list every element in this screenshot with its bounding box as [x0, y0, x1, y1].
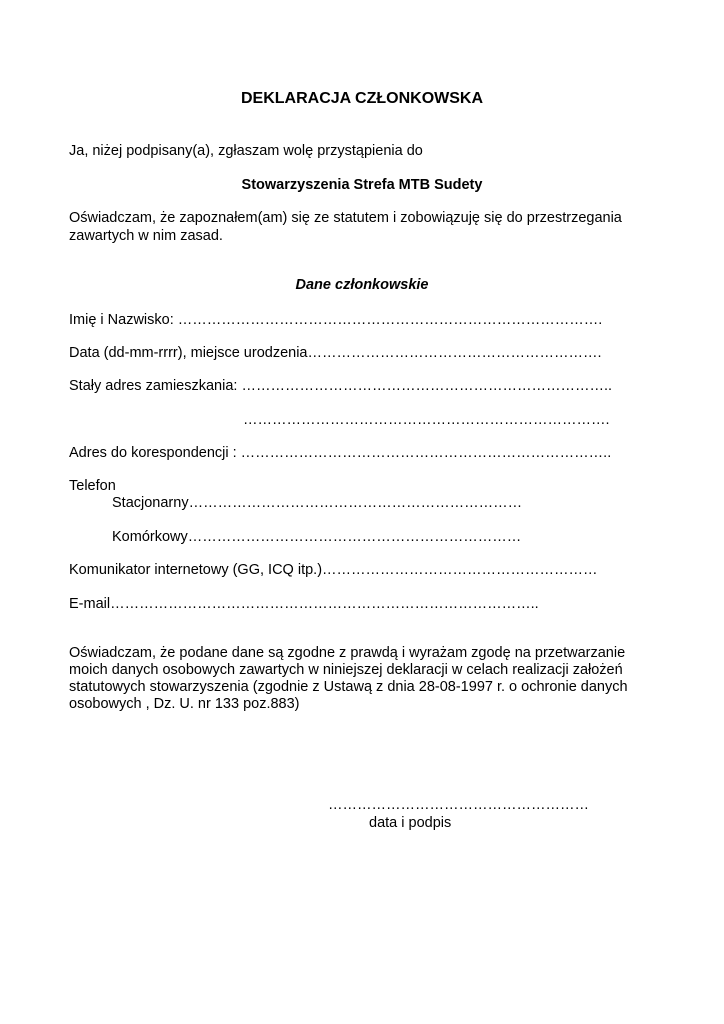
- name-field: Imię i Nazwisko: …………………………………………………………………………….: [69, 312, 603, 328]
- correspondence-address-field: Adres do korespondencji : …………………………………………………………………..: [69, 445, 612, 461]
- consent-line-4: osobowych , Dz. U. nr 133 poz.883): [69, 696, 300, 712]
- messenger-field: Komunikator internetowy (GG, ICQ itp.)…………………………………………………: [69, 562, 598, 578]
- address-continuation-field: ………………………………………………………………….: [243, 412, 610, 428]
- landline-phone-field: Stacjonarny……………………………………………………………: [112, 495, 523, 511]
- birth-field: Data (dd-mm-rrrr), miejsce urodzenia…………………………………………………….: [69, 345, 602, 361]
- statute-statement-line-2: zawartych w nim zasad.: [69, 228, 223, 244]
- signature-label: data i podpis: [369, 815, 452, 831]
- email-field: E-mail……………………………………………………………………………..: [69, 596, 539, 612]
- mobile-phone-field: Komórkowy……………………………………………………………: [112, 529, 522, 545]
- consent-line-1: Oświadczam, że podane dane są zgodne z prawdą i wyrażam zgodę na przetwarzanie: [69, 645, 626, 661]
- signature-line: ………………………………………………: [328, 797, 589, 813]
- consent-line-3: statutowych stowarzyszenia (zgodnie z Ustawą z dnia 28-08-1997 r. o ochronie danych: [69, 679, 628, 695]
- intro-text: Ja, niżej podpisany(a), zgłaszam wolę przystąpienia do: [69, 143, 423, 159]
- phone-label: Telefon: [69, 478, 116, 494]
- association-name: Stowarzyszenia Strefa MTB Sudety: [241, 177, 483, 193]
- consent-line-2: moich danych osobowych zawartych w niniejszej deklaracji w celach realizacji założeń: [69, 662, 623, 678]
- address-field: Stały adres zamieszkania: …………………………………………………………………..: [69, 378, 613, 394]
- statute-statement-line-1: Oświadczam, że zapoznałem(am) się ze statutem i zobowiązuję się do przestrzegania: [69, 210, 622, 226]
- section-heading: Dane członkowskie: [295, 277, 429, 293]
- document-title: DEKLARACJA CZŁONKOWSKA: [240, 90, 484, 107]
